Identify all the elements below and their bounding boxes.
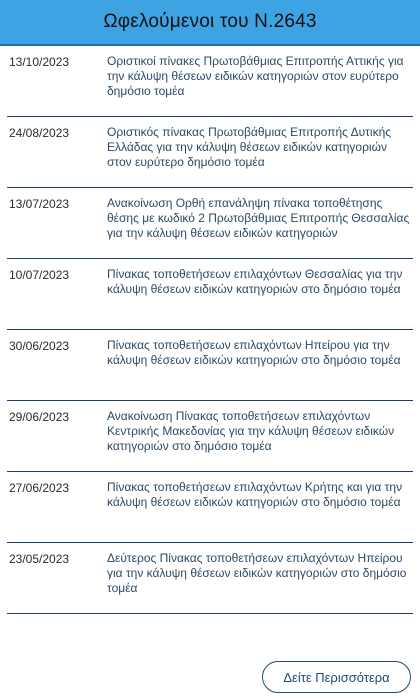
item-date: 24/08/2023 bbox=[9, 126, 70, 140]
divider bbox=[7, 613, 413, 614]
item-title[interactable]: Ανακοίνωση Ορθή επανάληψη πίνακα τοποθέτησης θέσης με κωδικό 2 Πρωτοβάθμιας Επιτροπής Θεσσαλίας για την κάλυψη θέσεων ειδικών κατηγοριών bbox=[107, 196, 410, 240]
item-date: 30/06/2023 bbox=[9, 339, 70, 353]
item-title[interactable]: Πίνακας τοποθετήσεων επιλαχόντων Ηπείρου για την κάλυψη θέσεων ειδικών κατηγοριών στο δημόσιο τομέα bbox=[107, 338, 401, 367]
item-title[interactable]: Πίνακας τοποθετήσεων επιλαχόντων Κρήτης και για την κάλυψη θέσεων ειδικών κατηγοριών στο δημόσιο τομέα bbox=[107, 480, 403, 509]
item-date: 23/05/2023 bbox=[9, 552, 70, 566]
list-item[interactable] bbox=[0, 472, 420, 543]
list-item[interactable] bbox=[0, 330, 420, 401]
list-item[interactable] bbox=[0, 188, 420, 259]
page-title: Ωφελούμενοι του Ν.2643 bbox=[103, 11, 317, 32]
item-date: 27/06/2023 bbox=[9, 481, 70, 495]
item-title[interactable]: Οριστικός πίνακας Πρωτοβάθμιας Επιτροπής Δυτικής Ελλάδας για την κάλυψη θέσεων ειδικών κατηγοριών στον ευρύτερο δημόσιο τομέα bbox=[107, 125, 392, 169]
item-title[interactable]: Ανακοίνωση Πίνακας τοποθετήσεων επιλαχόντων Κεντρικής Μακεδονίας για την κάλυψη θέσεων ειδικών κατηγοριών στο δημόσιο τομέα bbox=[107, 409, 395, 453]
item-date: 13/10/2023 bbox=[9, 55, 70, 69]
item-title[interactable]: Πίνακας τοποθετήσεων επιλαχόντων Θεσσαλίας για την κάλυψη θέσεων ειδικών κατηγοριών στο δημόσιο τομέα bbox=[107, 267, 403, 296]
list-item[interactable] bbox=[0, 543, 420, 614]
list-item[interactable] bbox=[0, 117, 420, 188]
item-title[interactable]: Δεύτερος Πίνακας τοποθετήσεων επιλαχόντων Ηπείρου για την κάλυψη θέσεων ειδικών κατηγοριών στο δημόσιο τομέα bbox=[107, 551, 407, 595]
item-date: 29/06/2023 bbox=[9, 410, 70, 424]
item-date: 13/07/2023 bbox=[9, 197, 70, 211]
app-header bbox=[0, 0, 420, 46]
item-title[interactable]: Οριστικοί πίνακες Πρωτοβάθμιας Επιτροπής Αττικής για την κάλυψη θέσεων ειδικών κατηγοριών στον ευρύτερο δημόσιο τομέα bbox=[107, 54, 404, 98]
list-item[interactable] bbox=[0, 46, 420, 117]
list-item[interactable] bbox=[0, 259, 420, 330]
list-item[interactable] bbox=[0, 401, 420, 472]
item-date: 10/07/2023 bbox=[9, 268, 70, 282]
see-more-button[interactable]: Δείτε Περισσότερα bbox=[262, 661, 411, 693]
